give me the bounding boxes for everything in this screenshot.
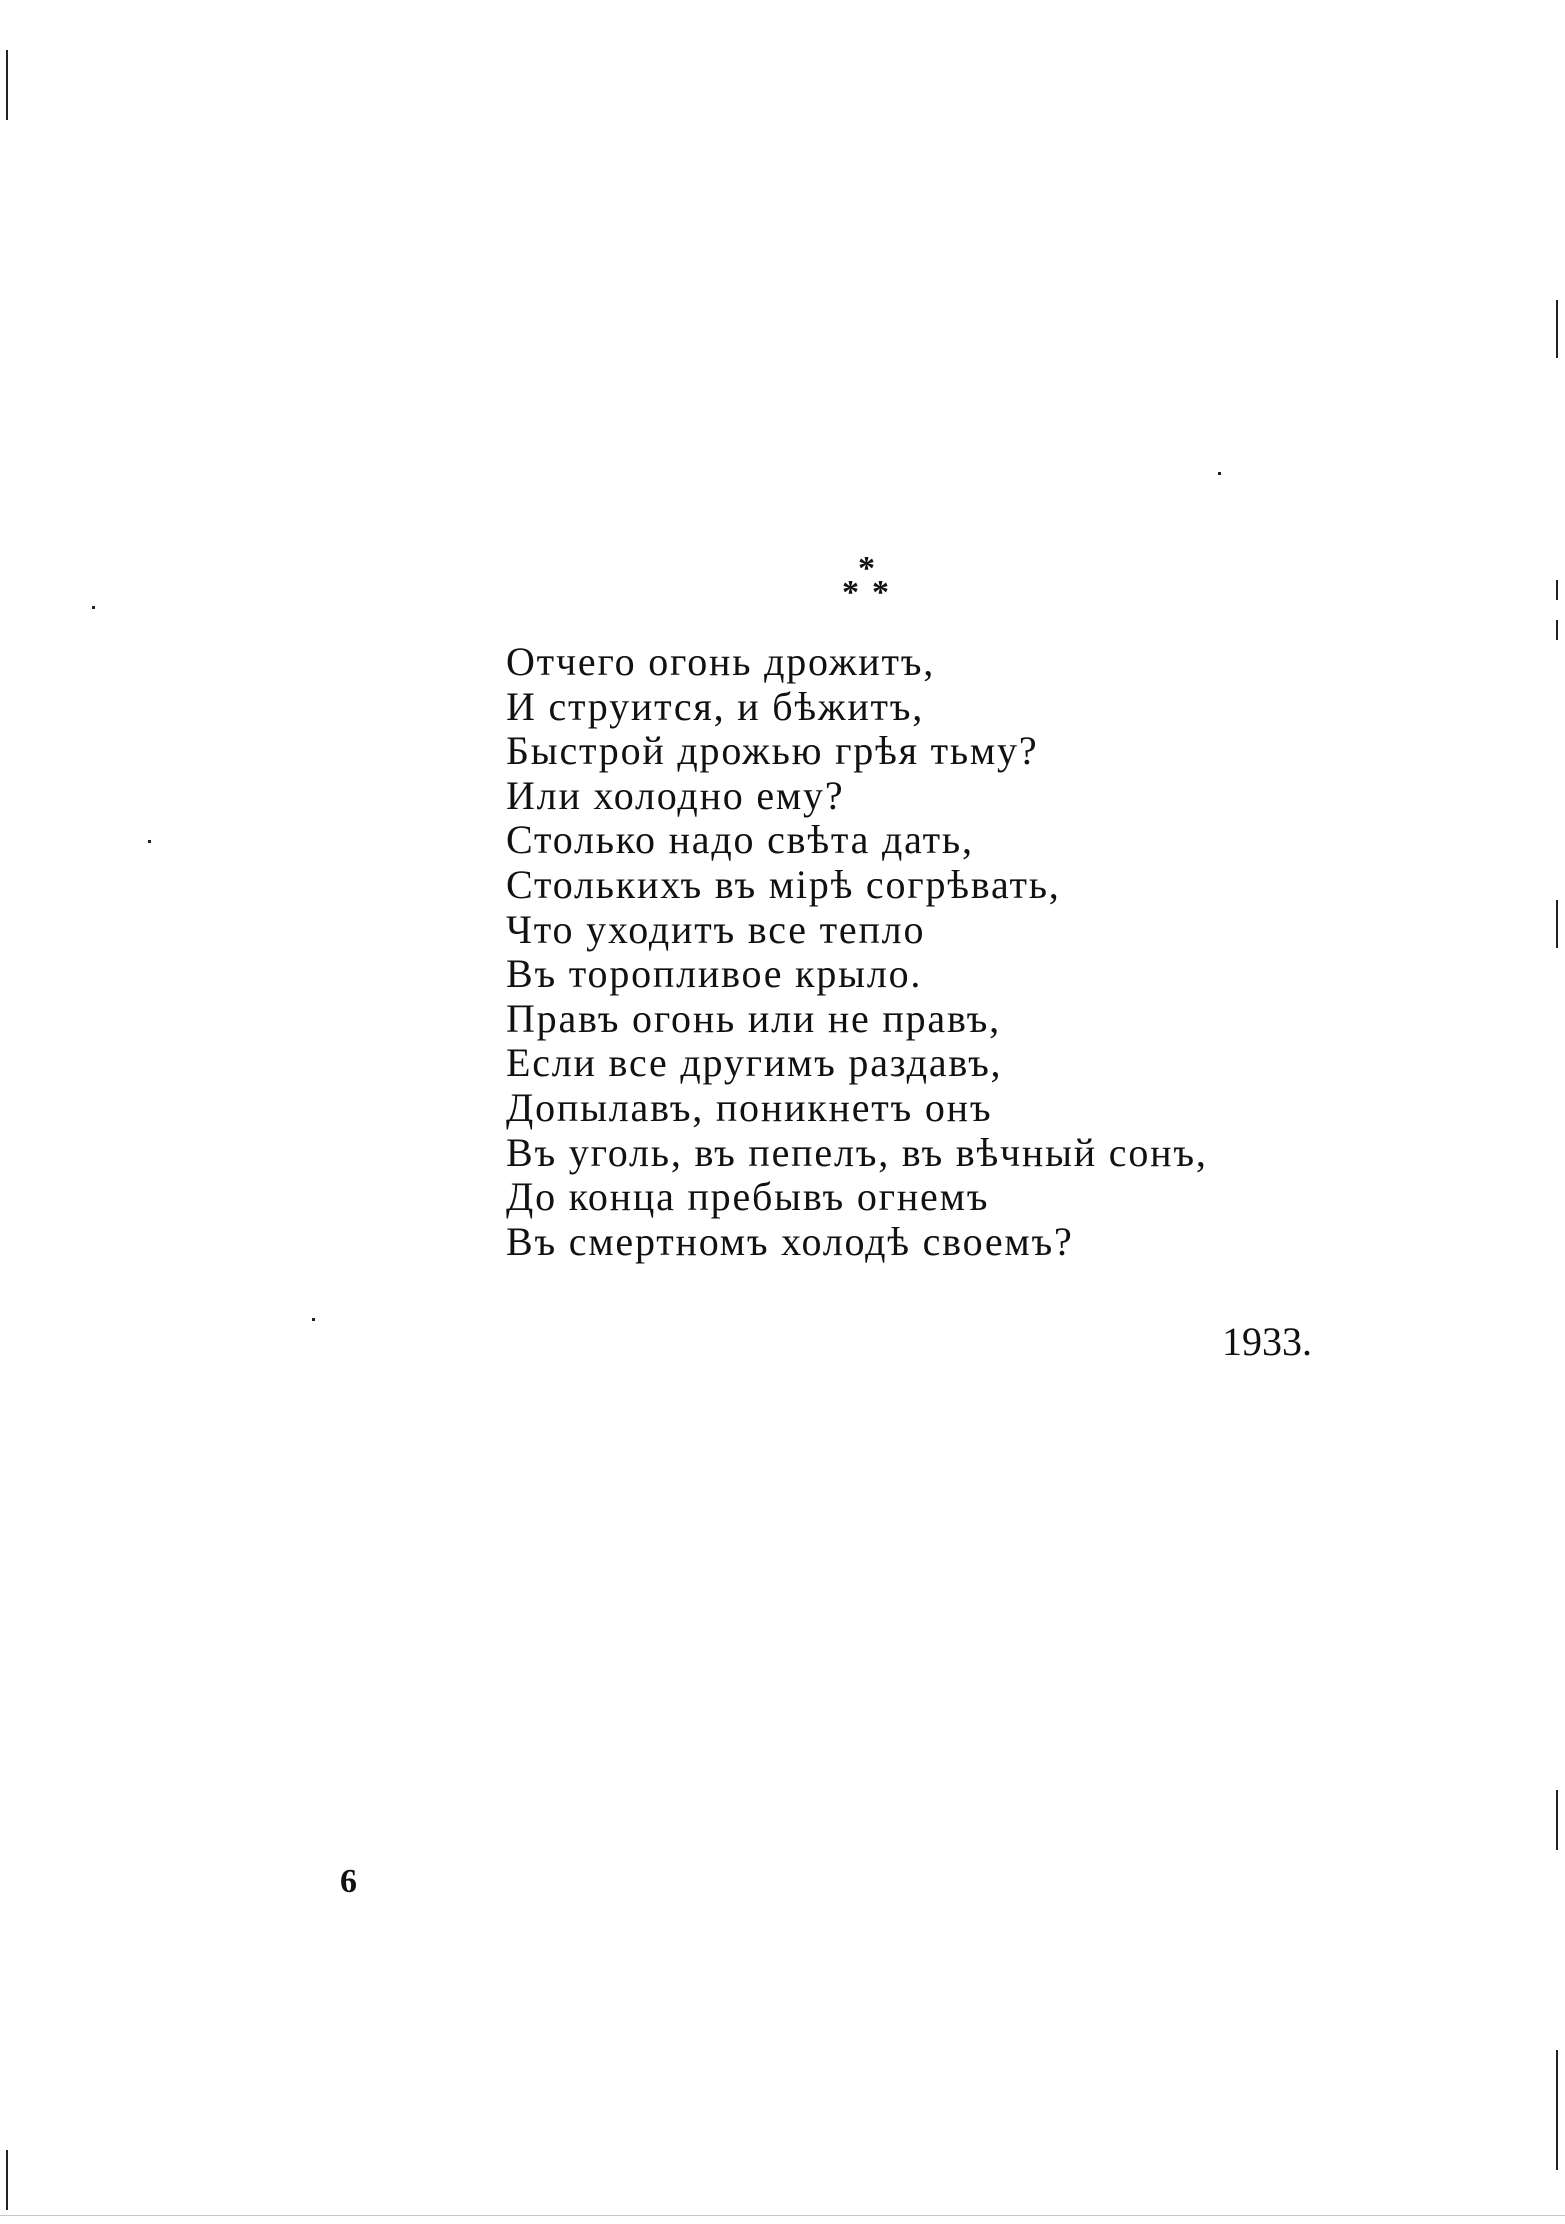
- scan-mark: [1556, 620, 1558, 640]
- poem-line: Допылавъ, поникнетъ онъ: [506, 1084, 993, 1130]
- scan-dot: [148, 840, 151, 843]
- poem-line: Столькихъ въ мірѣ согрѣвать,: [506, 861, 1061, 907]
- poem-line: Въ торопливое крыло.: [506, 951, 923, 997]
- poem: [506, 640, 1406, 1264]
- poem-line: Или холодно ему?: [506, 772, 845, 818]
- scan-mark: [1556, 900, 1558, 948]
- scan-dot: [1218, 472, 1221, 475]
- poem-line: До конца пребывъ огнемъ: [506, 1174, 990, 1220]
- poem-line: Столько надо свѣта дать,: [506, 817, 974, 863]
- asterism-star: *: [872, 574, 889, 611]
- poem-date: 1933.: [1222, 1319, 1312, 1364]
- poem-line: Въ уголь, въ пепелъ, въ вѣчный сонъ,: [506, 1129, 1208, 1175]
- scan-mark: [1556, 2050, 1558, 2170]
- scan-mark: [6, 50, 8, 120]
- scan-mark: [1556, 300, 1558, 358]
- poem-line: Отчего огонь дрожитъ,: [506, 639, 936, 684]
- asterism-ornament: [840, 552, 900, 612]
- poem-line: И струится, и бѣжитъ,: [506, 683, 925, 729]
- asterism-star: *: [842, 574, 859, 611]
- poem-line: Что уходитъ все тепло: [506, 906, 926, 952]
- scan-dot: [312, 1318, 315, 1321]
- scan-mark: [0, 2215, 1565, 2216]
- poem-line: Въ смертномъ холодѣ своемъ?: [506, 1218, 1074, 1264]
- scan-mark: [1556, 580, 1558, 600]
- scan-mark: [1556, 1790, 1558, 1850]
- scan-mark: [6, 2150, 8, 2210]
- poem-line: Быстрой дрожью грѣя тьму?: [506, 728, 1039, 774]
- asterism-star: *: [858, 550, 875, 587]
- poem-line: Если все другимъ раздавъ,: [506, 1040, 1003, 1086]
- page-number: 6: [340, 1863, 357, 1900]
- poem-line: Правъ огонь или не правъ,: [506, 995, 1001, 1041]
- scan-dot: [92, 606, 95, 609]
